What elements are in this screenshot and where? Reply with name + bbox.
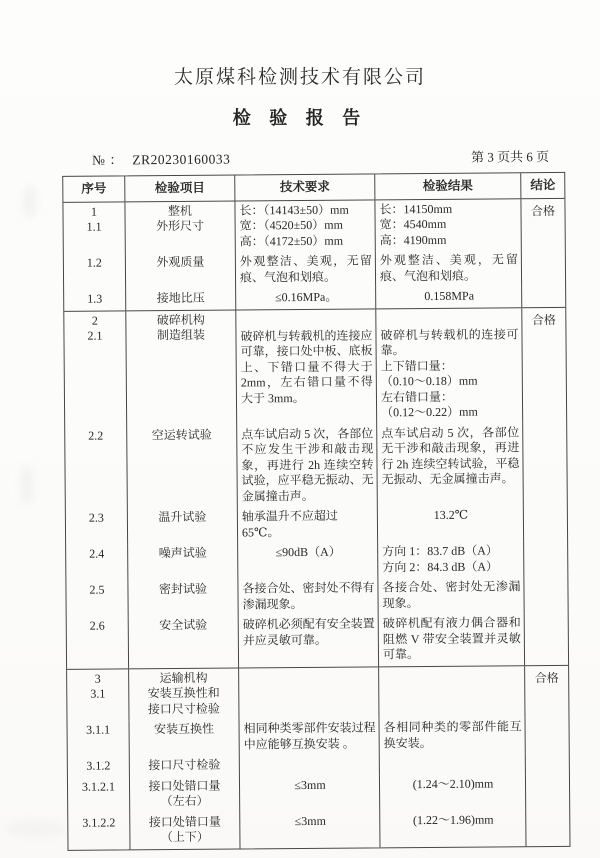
meta-row bbox=[62, 145, 565, 169]
technical-requirement-cell bbox=[236, 309, 377, 425]
conclusion-cell: 合格 bbox=[530, 203, 556, 218]
technical-requirement-cell bbox=[240, 775, 380, 812]
technical-requirement-cell bbox=[239, 614, 379, 667]
cell-line: 接地比压 bbox=[156, 290, 205, 306]
serial-number-cell bbox=[66, 544, 128, 580]
cell-line: 破碎机配有液力偶合器和阻燃 V 带安全装置并灵敏可靠。 bbox=[382, 615, 521, 662]
serial-number-cell bbox=[67, 669, 129, 721]
cell-line: （上下） bbox=[160, 829, 209, 845]
cell-line: 噪声试验 bbox=[158, 545, 207, 561]
conclusion-cell: 合格 bbox=[531, 312, 556, 327]
serial-number-cell bbox=[64, 289, 126, 310]
cell-line: 安装互换性和 bbox=[147, 685, 220, 701]
technical-requirement-cell bbox=[235, 200, 375, 253]
technical-requirement-cell bbox=[240, 754, 380, 776]
cell-line: 2.3 bbox=[88, 510, 104, 525]
cell-line: 接口尺寸检验 bbox=[148, 757, 221, 773]
inspection-result-cell bbox=[376, 250, 522, 287]
report-number-label: № ： bbox=[92, 152, 124, 168]
column-header-3: 技术要求 bbox=[235, 174, 375, 200]
report-title: 检 验 报 告 bbox=[232, 108, 368, 128]
cell-line: 2.4 bbox=[89, 546, 105, 561]
table-body bbox=[63, 198, 569, 849]
cell-line: (1.22～1.96)mm bbox=[412, 812, 494, 827]
inspection-item-cell bbox=[127, 425, 238, 508]
cell-line: 3.1 bbox=[90, 686, 106, 701]
inspection-result-cell bbox=[378, 505, 524, 542]
report-number bbox=[62, 148, 230, 169]
serial-number-cell bbox=[68, 813, 130, 849]
inspection-result-cell bbox=[379, 666, 525, 719]
inspection-item-cell bbox=[129, 615, 239, 667]
serial-number-cell bbox=[67, 720, 129, 756]
cell-line: 接口尺寸检验 bbox=[147, 701, 220, 716]
conclusion-cell: 合格 bbox=[534, 670, 559, 685]
cell-line: 温升试验 bbox=[158, 509, 207, 525]
serial-number-cell bbox=[67, 616, 129, 668]
cell-line: ≤3mm bbox=[294, 813, 326, 828]
cell-line: （0.12～0.22）mm bbox=[381, 404, 478, 420]
cell-line: 接口处错口量 bbox=[148, 814, 221, 829]
cell-line: 高：（4172±50）mm bbox=[239, 233, 344, 248]
cell-line: (1.24～2.10)mm bbox=[412, 776, 494, 791]
cell-line: （左右） bbox=[160, 793, 209, 809]
inspection-result-cell bbox=[375, 199, 521, 252]
cell-line: 3.1.2 bbox=[86, 758, 111, 773]
cell-line: 3.1.1 bbox=[86, 722, 111, 737]
cell-line: 各接合处、密封处无渗漏现象。 bbox=[382, 579, 521, 610]
column-header-4: 检验结果 bbox=[375, 173, 521, 199]
serial-number-cell bbox=[68, 777, 130, 813]
technical-requirement-cell bbox=[239, 667, 379, 720]
cell-line: （0.10～0.18）mm bbox=[380, 373, 478, 389]
cell-line: 整机 bbox=[167, 203, 193, 218]
cell-line: 长：14150mm bbox=[379, 201, 453, 216]
cell-line: 各接合处、密封处不得有渗漏现象。 bbox=[242, 580, 375, 611]
cell-line: 3 bbox=[94, 671, 101, 686]
cell-line: 安全试验 bbox=[159, 617, 208, 633]
serial-number-cell bbox=[64, 311, 127, 426]
cell-line: 13.2℃ bbox=[433, 507, 469, 522]
cell-line: ≤3mm bbox=[294, 777, 326, 792]
inspection-item-cell bbox=[128, 543, 238, 580]
table-header-row bbox=[63, 173, 564, 202]
cell-line: 0.158MPa bbox=[424, 288, 475, 304]
cell-line: 外观质量 bbox=[156, 254, 205, 270]
cell-line: 2.6 bbox=[89, 618, 105, 633]
cell-line: 方向 2：84.3 dB（A） bbox=[382, 558, 499, 574]
technical-requirement-cell bbox=[236, 251, 376, 288]
cell-line: 点车试启动 5 次，各部位不应发生干涉和敲击现象，再进行 2h 连续空转试验，应平稳无振动、无金属撞击声。 bbox=[241, 425, 374, 503]
company-name: 太原煤科检测技术有限公司 bbox=[173, 67, 426, 88]
inspection-table bbox=[62, 172, 570, 850]
cell-line: 高：4190mm bbox=[379, 232, 447, 247]
cell-line: ≤0.16MPa。 bbox=[274, 289, 338, 305]
table-section-2 bbox=[64, 306, 568, 668]
cell-line: 空运转试验 bbox=[151, 427, 212, 442]
inspection-item-cell bbox=[126, 253, 236, 290]
cell-line: 制造组装 bbox=[156, 327, 206, 343]
cell-line: 方向 1：83.7 dB（A） bbox=[382, 543, 498, 559]
inspection-result-cell bbox=[379, 613, 525, 666]
cell-line: 外观整洁、美观，无留痕、气泡和划痕。 bbox=[239, 253, 372, 284]
technical-requirement-cell bbox=[240, 811, 380, 848]
inspection-result-cell bbox=[379, 717, 525, 754]
inspection-item-cell bbox=[128, 507, 238, 544]
inspection-item-cell bbox=[126, 310, 237, 426]
inspection-result-cell bbox=[380, 753, 526, 775]
cell-line: 密封试验 bbox=[158, 581, 208, 597]
serial-number-cell bbox=[63, 202, 125, 254]
cell-line: 相同种类零部件安装过程中应能够互换安装 。 bbox=[243, 720, 376, 751]
inspection-result-cell bbox=[376, 308, 523, 424]
cell-line: 运输机构 bbox=[159, 670, 208, 685]
cell-line: 宽：（4520±50）mm bbox=[239, 217, 343, 233]
cell-line: 1.2 bbox=[86, 255, 102, 270]
cell-line: 上下错口量： bbox=[380, 358, 453, 373]
column-header-1: 序号 bbox=[63, 176, 125, 201]
cell-line: 2.5 bbox=[89, 582, 105, 597]
cell-line: 长：（14143±50）mm bbox=[239, 202, 349, 217]
cell-line: 3.1.2.1 bbox=[81, 778, 116, 794]
cell-line: 2.1 bbox=[87, 328, 103, 343]
inspection-item-cell bbox=[129, 668, 239, 720]
technical-requirement-cell bbox=[236, 287, 376, 309]
table-section-1 bbox=[63, 198, 565, 310]
inspection-item-cell bbox=[130, 776, 240, 813]
cell-line: 外形尺寸 bbox=[156, 218, 205, 234]
inspection-item-cell bbox=[130, 812, 240, 849]
serial-number-cell bbox=[64, 253, 126, 289]
scanned-content bbox=[0, 145, 600, 851]
inspection-item-cell bbox=[130, 755, 240, 776]
cell-line: 1 bbox=[90, 204, 98, 219]
technical-requirement-cell bbox=[238, 578, 378, 615]
inspection-item-cell bbox=[128, 579, 238, 616]
serial-number-cell bbox=[68, 756, 130, 777]
inspection-item-cell bbox=[129, 719, 239, 756]
technical-requirement-cell bbox=[238, 542, 378, 579]
cell-line: 破碎机必须配有安全装置并应灵敏可靠。 bbox=[242, 616, 375, 647]
cell-line: 破碎机与转载机的连接可靠。 bbox=[380, 326, 519, 358]
cell-line: 破碎机与转载机的连接应可靠，接口处中板、底板上、下错口量不得大于2mm，左右错口量不得大于 3mm。 bbox=[240, 327, 373, 405]
inspection-result-cell bbox=[377, 423, 524, 507]
inspection-result-cell bbox=[380, 810, 526, 847]
cell-line: 宽：4540mm bbox=[379, 216, 447, 232]
cell-line: 2.2 bbox=[88, 428, 104, 443]
cell-line: 1.1 bbox=[86, 219, 102, 234]
cell-line: 1.3 bbox=[87, 291, 103, 306]
report-number-value: ZR20230160033 bbox=[132, 151, 231, 168]
serial-number-cell bbox=[66, 580, 128, 616]
cell-line: 接口处错口量 bbox=[148, 778, 221, 793]
cell-line: 轴承温升不应超过 65℃。 bbox=[241, 508, 338, 539]
column-header-2: 检验项目 bbox=[125, 176, 235, 201]
page-indicator: 第 3 页共 6 页 bbox=[471, 149, 550, 165]
serial-number-cell bbox=[65, 426, 128, 509]
inspection-item-cell bbox=[125, 201, 235, 253]
cell-line: 点车试启动 5 次，各部位无干涉和敲击现象，再进行 2h 连续空转试验，平稳无振动、无金属撞击声。 bbox=[381, 424, 520, 487]
inspection-result-cell bbox=[378, 577, 524, 614]
cell-line: 2 bbox=[91, 313, 98, 328]
cell-line: 3.1.2.2 bbox=[82, 814, 116, 830]
technical-requirement-cell bbox=[239, 718, 379, 755]
inspection-result-cell bbox=[376, 286, 522, 308]
inspection-result-cell bbox=[378, 541, 524, 578]
cell-line: 各相同种类的零部件能互换安装。 bbox=[383, 719, 522, 750]
cell-line: 左右错口量： bbox=[380, 389, 454, 404]
serial-number-cell bbox=[66, 508, 128, 544]
technical-requirement-cell bbox=[237, 424, 378, 508]
cell-line: ≤90dB（A） bbox=[275, 544, 341, 560]
technical-requirement-cell bbox=[238, 506, 378, 543]
table-section-3 bbox=[67, 664, 569, 849]
inspection-result-cell bbox=[380, 774, 526, 811]
cell-line: 外观整洁、美观，无留痕、气泡和划痕。 bbox=[379, 252, 518, 283]
inspection-item-cell bbox=[126, 289, 236, 310]
cell-line: 破碎机构 bbox=[156, 312, 205, 327]
column-header-5: 结论 bbox=[530, 177, 556, 193]
cell-line: 安装互换性 bbox=[153, 721, 215, 737]
